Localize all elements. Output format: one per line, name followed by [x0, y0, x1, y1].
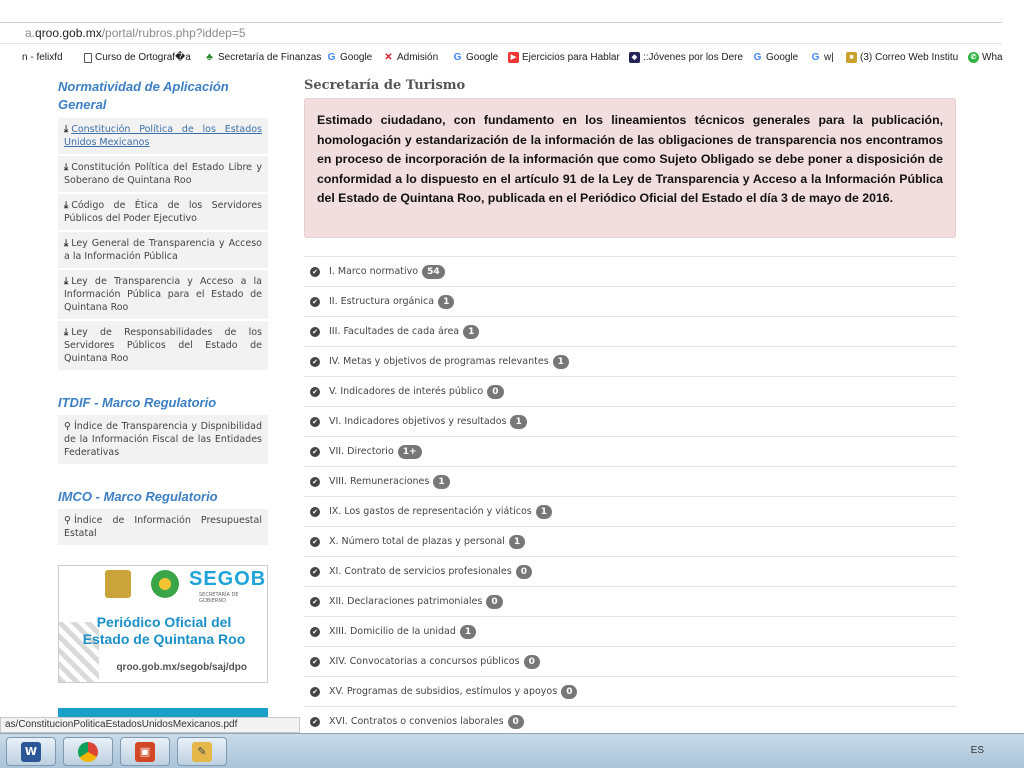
banner-title: Periódico Oficial del Estado de Quintana Roo — [82, 614, 246, 647]
count-badge: 1 — [433, 475, 449, 489]
count-badge: 0 — [508, 715, 524, 729]
taskbar-word-button[interactable] — [6, 737, 56, 766]
site-icon: ◆ — [629, 52, 640, 63]
list-item[interactable]: ✔ XIV. Convocatorias a concursos públicos 0 — [304, 647, 956, 677]
count-badge: 0 — [561, 685, 577, 699]
bookmark-item[interactable]: ♣ Secretaría de Finanzas — [204, 52, 321, 63]
segob-subtitle: SECRETARÍA DE GOBIERNO — [199, 592, 239, 604]
list-item[interactable]: ✔ II. Estructura orgánica 1 — [304, 287, 956, 317]
check-circle-icon: ✔ — [310, 507, 320, 517]
count-badge: 1 — [438, 295, 454, 309]
main-content — [304, 78, 956, 737]
check-circle-icon: ✔ — [310, 417, 320, 427]
bookmark-item[interactable]: ◆ ::Jóvenes por los Dere — [629, 52, 743, 63]
google-icon: G — [327, 52, 336, 63]
bookmark-item[interactable]: G Google — [453, 52, 499, 63]
count-badge: 1+ — [398, 445, 422, 459]
count-badge: 0 — [524, 655, 540, 669]
sidebar-item-ley-estatal[interactable]: ⤓ Ley de Transparencia y Acceso a la Información Pública para el Estado de Quintana Roo — [58, 270, 268, 321]
sidebar-item-itdif[interactable]: ⚲ Índice de Transparencia y Dispnibilidad de la Información Fiscal de las Entidades Federativas — [58, 415, 268, 466]
check-circle-icon: ✔ — [310, 447, 320, 457]
chrome-icon — [78, 742, 98, 762]
page-title: Secretaría de Turismo — [304, 78, 466, 93]
paint-icon: ✎ — [192, 742, 212, 762]
banner-url: qroo.gob.mx/segob/saj/dpo — [116, 662, 247, 673]
count-badge: 0 — [487, 385, 503, 399]
check-circle-icon: ✔ — [310, 357, 320, 367]
check-circle-icon: ✔ — [310, 477, 320, 487]
count-badge: 54 — [422, 265, 445, 279]
segob-logo: SEGOB — [189, 568, 267, 590]
check-circle-icon: ✔ — [310, 537, 320, 547]
search-icon: ⚲ — [64, 421, 71, 432]
download-icon: ⤓ — [64, 200, 69, 211]
check-circle-icon: ✔ — [310, 657, 320, 667]
seal-icon: ♣ — [206, 52, 213, 63]
list-item[interactable]: ✔ XVI. Contratos o convenios laborales 0 — [304, 707, 956, 737]
download-icon: ⤓ — [64, 238, 69, 249]
count-badge: 1 — [463, 325, 479, 339]
check-circle-icon: ✔ — [310, 267, 320, 277]
mail-icon: ■ — [846, 52, 857, 63]
state-seal-logo — [105, 570, 131, 598]
google-icon: G — [753, 52, 762, 63]
check-circle-icon: ✔ — [310, 717, 320, 727]
list-item[interactable]: ✔ I. Marco normativo 54 — [304, 257, 956, 287]
google-icon: G — [811, 52, 820, 63]
taskbar-paint-button[interactable] — [177, 737, 227, 766]
count-badge: 0 — [486, 595, 502, 609]
count-badge: 1 — [536, 505, 552, 519]
bookmark-item[interactable]: ✆ Wha — [968, 52, 1003, 63]
link-status-bar: as/ConstitucionPoliticaEstadosUnidosMexicanos.pdf — [0, 717, 300, 733]
whatsapp-icon: ✆ — [968, 52, 979, 63]
list-item[interactable]: ✔ XIII. Domicilio de la unidad 1 — [304, 617, 956, 647]
section-title-imco: IMCO - Marco Regulatorio — [58, 489, 218, 504]
list-item[interactable]: ✔ X. Número total de plazas y personal 1 — [304, 527, 956, 557]
count-badge: 1 — [509, 535, 525, 549]
sidebar-item-constitucion-federal[interactable]: ⤓ Constitución Política de los Estados Unidos Mexicanos — [58, 118, 268, 156]
check-circle-icon: ✔ — [310, 627, 320, 637]
check-circle-icon: ✔ — [310, 387, 320, 397]
notice-alert: Estimado ciudadano, con fundamento en los lineamientos técnicos generales para la publicación, homologación y estandarización de la información de las obligaciones de transparencia nos encontramos en proceso de incorporación de la información que como Sujeto Obligado se debe poner a disposición de conformidad a lo dispuesto en el artículo 91 de la Ley de Transparencia y Acceso a la Información Pública del Estado de Quintana Roo, publicada en el Periódico Oficial del Estado el día 3 de mayo de 2016. — [304, 98, 956, 238]
list-item[interactable]: ✔ IV. Metas y objetivos de programas relevantes 1 — [304, 347, 956, 377]
list-item[interactable]: ✔ VIII. Remuneraciones 1 — [304, 467, 956, 497]
count-badge: 0 — [516, 565, 532, 579]
download-icon: ⤓ — [64, 162, 69, 173]
word-icon: W — [21, 742, 41, 762]
bookmark-item[interactable]: G w| — [811, 52, 834, 63]
language-indicator[interactable]: ES — [970, 745, 984, 756]
list-item[interactable]: ✔ IX. Los gastos de representación y viáticos 1 — [304, 497, 956, 527]
section-title-normatividad: Normatividad de Aplicación General — [58, 79, 229, 112]
presentation-icon: ▣ — [135, 742, 155, 762]
rubros-list — [304, 256, 956, 737]
bookmark-item[interactable]: ▶ Ejercicios para Hablar — [508, 52, 620, 63]
taskbar-chrome-button[interactable] — [63, 737, 113, 766]
count-badge: 1 — [510, 415, 526, 429]
government-logo — [151, 570, 179, 598]
list-item[interactable]: ✔ VI. Indicadores objetivos y resultados 1 — [304, 407, 956, 437]
url-text[interactable]: a.qroo.gob.mx/portal/rubros.php?iddep=5 — [25, 26, 246, 40]
sidebar-item-ley-general[interactable]: ⤓ Ley General de Transparencia y Acceso a la Información Pública — [58, 232, 268, 270]
bookmark-item[interactable]: n - felixfd — [22, 52, 63, 63]
bookmark-item[interactable]: G Google — [753, 52, 799, 63]
list-item[interactable]: ✔ XI. Contrato de servicios profesionales 0 — [304, 557, 956, 587]
check-circle-icon: ✔ — [310, 687, 320, 697]
check-circle-icon: ✔ — [310, 597, 320, 607]
list-item[interactable]: ✔ V. Indicadores de interés público 0 — [304, 377, 956, 407]
page-icon — [84, 53, 92, 63]
sidebar-item-codigo-etica[interactable]: ⤓ Código de Ética de los Servidores Públicos del Poder Ejecutivo — [58, 194, 268, 232]
bookmark-item[interactable]: G Google — [327, 52, 373, 63]
check-circle-icon: ✔ — [310, 297, 320, 307]
youtube-icon: ▶ — [508, 52, 519, 63]
sidebar-item-ley-responsabilidades[interactable]: ⤓ Ley de Responsabilidades de los Servidores Públicos del Estado de Quintana Roo — [58, 321, 268, 372]
google-icon: G — [453, 52, 462, 63]
bookmark-item[interactable]: ■ (3) Correo Web Institu — [846, 52, 958, 63]
address-bar[interactable] — [0, 22, 1002, 44]
bookmark-item[interactable]: ✕ Admisión — [384, 52, 439, 63]
sidebar — [58, 78, 268, 683]
bookmark-item[interactable]: Curso de Ortograf�a — [84, 52, 191, 63]
taskbar — [0, 733, 1024, 768]
check-circle-icon: ✔ — [310, 567, 320, 577]
download-icon: ⤓ — [64, 124, 69, 135]
list-item[interactable]: ✔ VII. Directorio 1+ — [304, 437, 956, 467]
list-item[interactable]: ✔ XII. Declaraciones patrimoniales 0 — [304, 587, 956, 617]
sidebar-item-constitucion-estatal[interactable]: ⤓ Constitución Política del Estado Libre y Soberano de Quintana Roo — [58, 156, 268, 194]
list-item[interactable]: ✔ III. Facultades de cada área 1 — [304, 317, 956, 347]
check-circle-icon: ✔ — [310, 327, 320, 337]
search-icon: ⚲ — [64, 515, 71, 526]
admission-icon: ✕ — [384, 52, 393, 63]
download-icon: ⤓ — [64, 276, 69, 287]
section-title-itdif: ITDIF - Marco Regulatorio — [58, 395, 217, 410]
download-icon: ⤓ — [64, 327, 69, 338]
taskbar-presentation-button[interactable] — [120, 737, 170, 766]
bookmarks-bar — [0, 48, 1024, 70]
periodico-oficial-banner[interactable] — [58, 565, 268, 683]
count-badge: 1 — [553, 355, 569, 369]
count-badge: 1 — [460, 625, 476, 639]
list-item[interactable]: ✔ XV. Programas de subsidios, estímulos y apoyos 0 — [304, 677, 956, 707]
sidebar-item-imco[interactable]: ⚲ Índice de Información Presupuestal Estatal — [58, 509, 268, 547]
